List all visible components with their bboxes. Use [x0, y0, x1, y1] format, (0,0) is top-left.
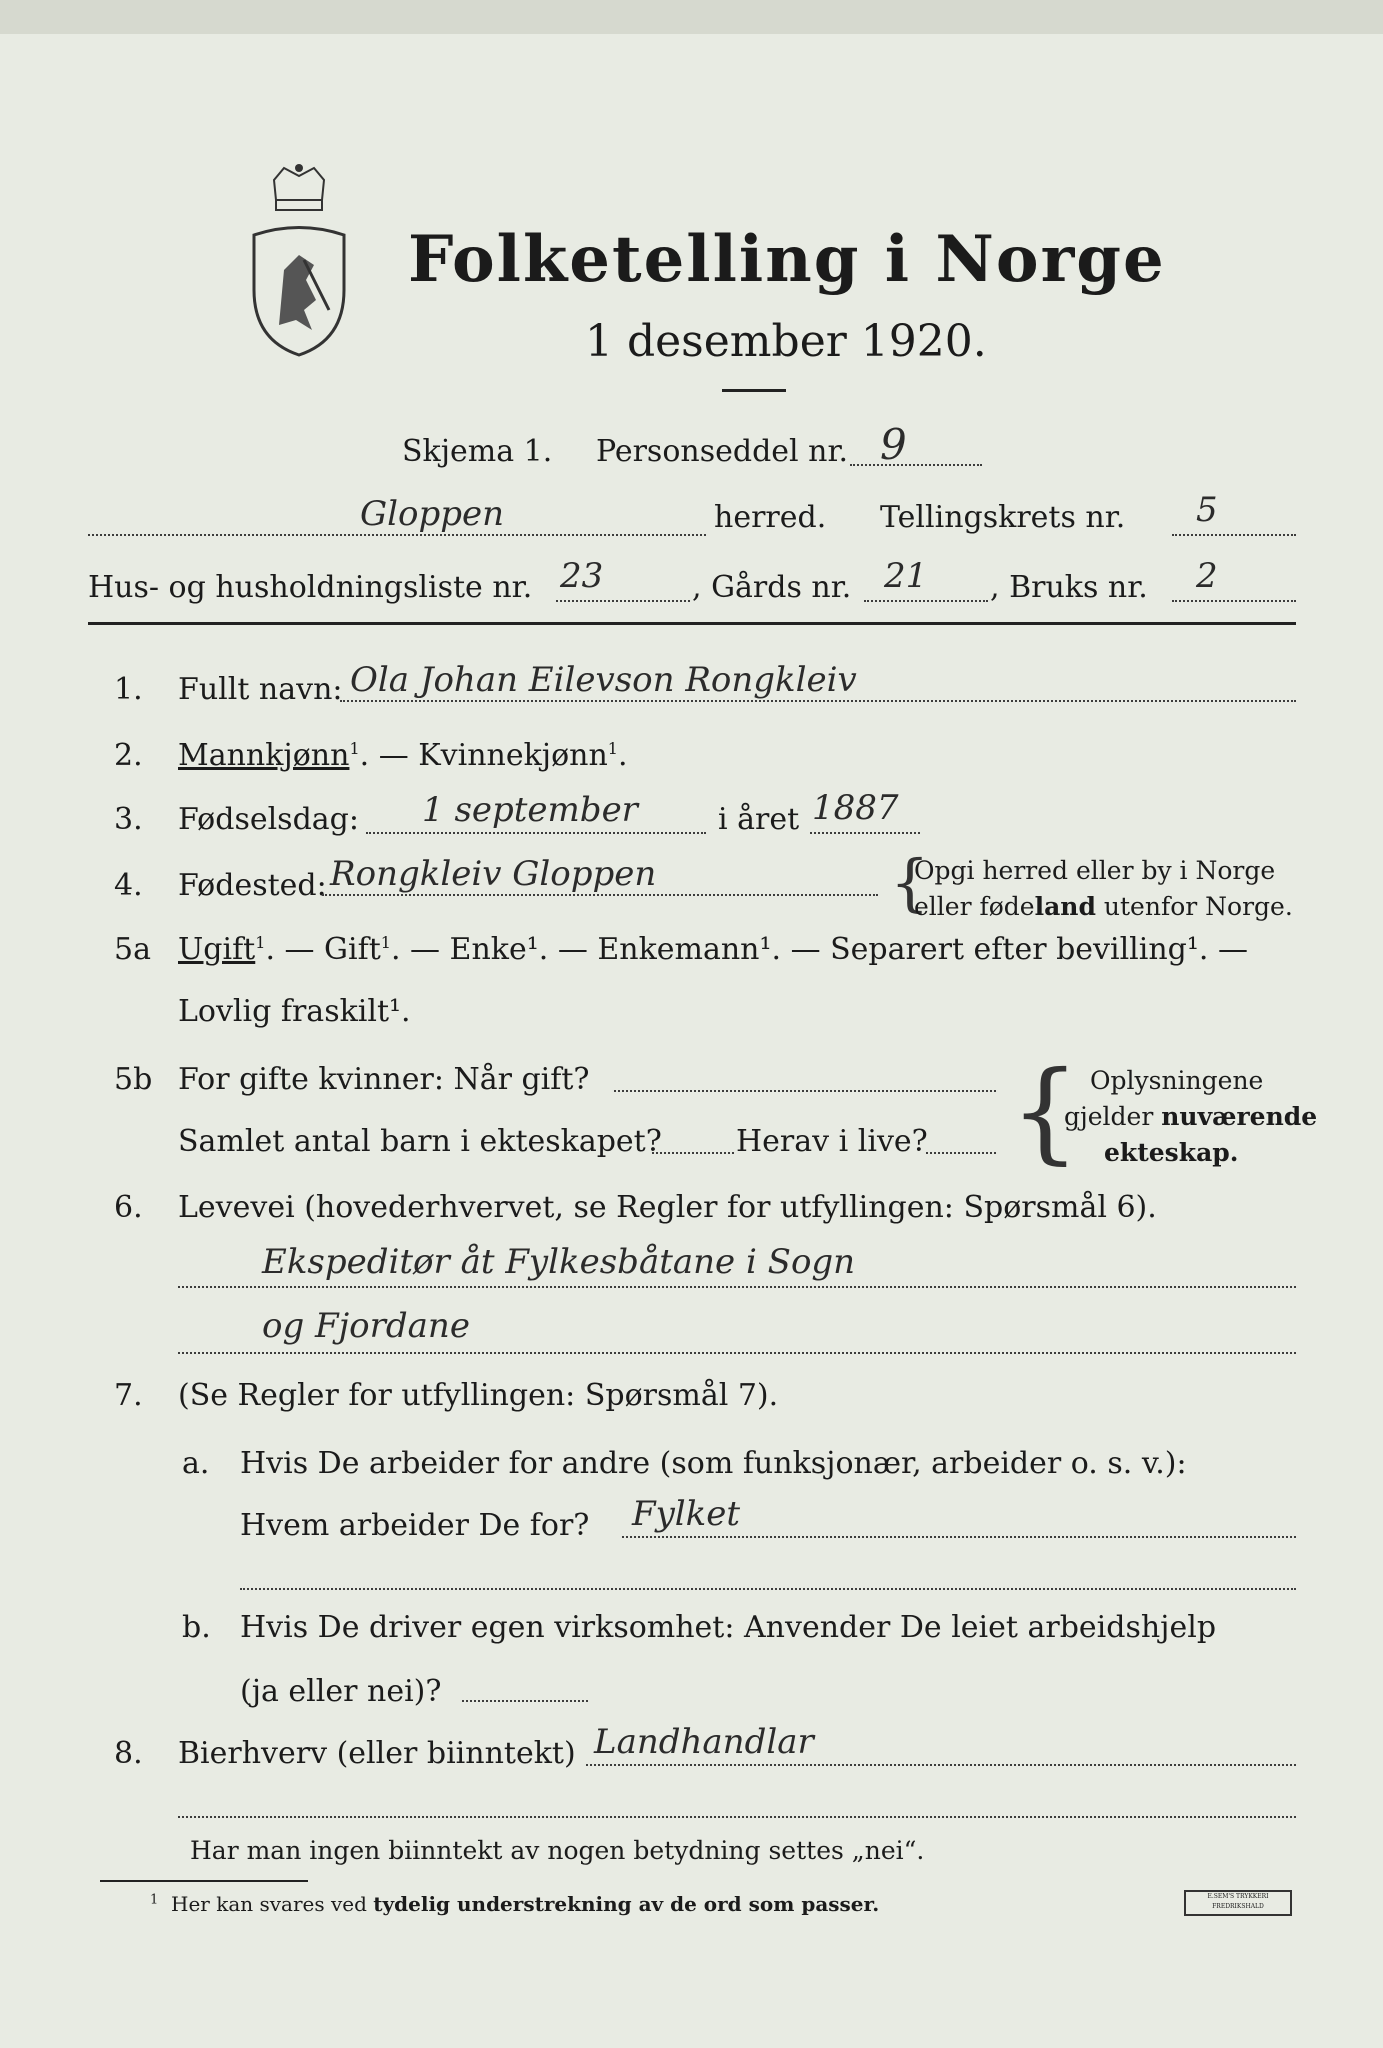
q2-number: 2.: [114, 738, 143, 773]
q4-brace: {: [890, 846, 930, 919]
q5a-line2[interactable]: Lovlig fraskilt¹.: [178, 994, 411, 1029]
personseddel-line: [850, 464, 982, 466]
q7-number: 7.: [114, 1378, 143, 1413]
footnote-divider: [100, 1880, 308, 1882]
q5a-number: 5a: [114, 932, 151, 967]
q8-label: Bierhverv (eller biinntekt): [178, 1736, 576, 1771]
herred-label: herred.: [714, 500, 827, 535]
female-option[interactable]: Kvinnekjønn: [418, 738, 608, 773]
q5b-note2: [1064, 1102, 1317, 1131]
q4-note2-a: eller føde: [914, 892, 1035, 921]
side-occupation-value[interactable]: Landhandlar: [594, 1722, 814, 1762]
birthday-value[interactable]: 1 september: [422, 790, 638, 830]
q3-label: Fødselsdag:: [178, 802, 359, 837]
q4-line: [322, 894, 878, 896]
q7b-letter: b.: [182, 1610, 211, 1645]
q5b-brace: {: [1010, 1047, 1080, 1175]
q5b-note2-a: gjelder: [1064, 1102, 1162, 1131]
footnote-text-b: tydelig understrekning av de ord som passer.: [373, 1892, 880, 1916]
q4-note-line2: [914, 892, 1293, 921]
form-title: Folketelling i Norge: [408, 222, 1166, 297]
personseddel-label: Personseddel nr.: [596, 434, 849, 469]
male-option[interactable]: Mannkjønn: [178, 738, 350, 773]
q5b-note3: ekteskap.: [1104, 1138, 1239, 1167]
q5a-sup: 1: [255, 933, 266, 952]
census-date: 1 desember 1920.: [585, 316, 987, 367]
q2-sup2: 1: [607, 739, 618, 758]
q8-line: [586, 1764, 1296, 1766]
q6-line1: [178, 1286, 1296, 1288]
q5b-children-label: Samlet antal barn i ekteskapet?: [178, 1124, 662, 1159]
tellingskrets-label: Tellingskrets nr.: [880, 500, 1126, 535]
q6-line2: [178, 1352, 1296, 1354]
tellingskrets-line: [1172, 534, 1296, 536]
bruks-label: , Bruks nr.: [990, 570, 1148, 605]
q4-note2-c: utenfor Norge.: [1095, 892, 1293, 921]
q5a-options: [178, 932, 1248, 967]
children-count-line[interactable]: [652, 1152, 734, 1154]
marriage-date-line[interactable]: [614, 1090, 996, 1092]
gards-label: , Gårds nr.: [692, 570, 852, 605]
printer-stamp: E.SEM'S TRYKKERI FREDRIKSHALD: [1184, 1890, 1292, 1916]
q4-label: Fødested:: [178, 868, 327, 903]
bruks-line: [1172, 600, 1296, 602]
q5b-note1: Oplysningene: [1090, 1066, 1264, 1095]
q4-number: 4.: [114, 868, 143, 903]
q7b-question: (ja eller nei)?: [240, 1674, 442, 1709]
herred-value[interactable]: Gloppen: [360, 494, 505, 534]
employer-value[interactable]: Fylket: [632, 1494, 741, 1534]
q7a-letter: a.: [182, 1446, 210, 1481]
q1-number: 1.: [114, 672, 143, 707]
q8-line2: [178, 1816, 1296, 1818]
q7-label: (Se Regler for utfyllingen: Spørsmål 7).: [178, 1378, 779, 1413]
q3-number: 3.: [114, 802, 143, 837]
birthplace-value[interactable]: Rongkleiv Gloppen: [330, 854, 657, 894]
q2-options: [178, 738, 628, 773]
hus-label: Hus- og husholdningsliste nr.: [88, 570, 533, 605]
q5a-rest[interactable]: . — Enke¹. — Enkemann¹. — Separert efter bevilling¹. —: [390, 932, 1248, 967]
title-divider: [722, 389, 786, 392]
q4-note-line1: Opgi herred eller by i Norge: [914, 856, 1276, 885]
gards-line: [864, 600, 988, 602]
ugift-option[interactable]: Ugift: [178, 932, 256, 967]
alive-count-line[interactable]: [926, 1152, 996, 1154]
q5b-line1: For gifte kvinner: Når gift?: [178, 1062, 590, 1097]
q8-number: 8.: [114, 1736, 143, 1771]
coat-of-arms-emblem: [244, 160, 354, 360]
hired-help-line[interactable]: [462, 1700, 588, 1702]
employer-line: [622, 1536, 1296, 1538]
q3-line: [366, 832, 706, 834]
hus-line: [556, 600, 690, 602]
employer-line2: [240, 1588, 1296, 1590]
q5a-sup2: 1: [380, 933, 391, 952]
q2-sup: 1: [349, 739, 360, 758]
hus-value[interactable]: 23: [560, 556, 604, 596]
footnote-sup: 1: [150, 1892, 159, 1908]
q7b-text: Hvis De driver egen virksomhet: Anvender De leiet arbeidshjelp: [240, 1610, 1217, 1645]
q5b-note2-b: nuværende: [1161, 1102, 1318, 1131]
q5b-number: 5b: [114, 1062, 153, 1097]
full-name-value[interactable]: Ola Johan Eilevson Rongkleiv: [350, 660, 857, 700]
q1-line: [340, 700, 1296, 702]
q8-note: Har man ingen biinntekt av nogen betydning settes „nei“.: [190, 1836, 925, 1865]
q5b-alive-label: Herav i live?: [736, 1124, 928, 1159]
birth-year-value[interactable]: 1887: [812, 788, 899, 828]
q6-label: Levevei (hovederhvervet, se Regler for utfyllingen: Spørsmål 6).: [178, 1190, 1157, 1225]
year-line: [810, 832, 920, 834]
personseddel-value[interactable]: 9: [880, 420, 907, 469]
q2-sep: . —: [359, 738, 419, 773]
skjema-label: Skjema 1.: [402, 434, 553, 469]
q7a-question: Hvem arbeider De for?: [240, 1508, 590, 1543]
q6-number: 6.: [114, 1190, 143, 1225]
year-label: i året: [718, 802, 800, 837]
q4-note2-b: land: [1034, 892, 1096, 921]
q7a-text: Hvis De arbeider for andre (som funksjonær, arbeider o. s. v.):: [240, 1446, 1187, 1481]
tellingskrets-value[interactable]: 5: [1196, 490, 1218, 530]
footnote-text-a: Her kan svares ved: [171, 1892, 374, 1916]
occupation-value-line2[interactable]: og Fjordane: [262, 1306, 470, 1346]
bruks-value[interactable]: 2: [1196, 556, 1218, 596]
header-separator: [88, 622, 1296, 625]
footnote: [150, 1892, 879, 1916]
q1-label: Fullt navn:: [178, 672, 343, 707]
herred-line: [88, 534, 706, 536]
q5a-gift[interactable]: . — Gift: [265, 932, 381, 967]
q2-end: .: [617, 738, 628, 773]
gards-value[interactable]: 21: [884, 556, 928, 596]
occupation-value-line1[interactable]: Ekspeditør åt Fylkesbåtane i Sogn: [262, 1242, 856, 1282]
